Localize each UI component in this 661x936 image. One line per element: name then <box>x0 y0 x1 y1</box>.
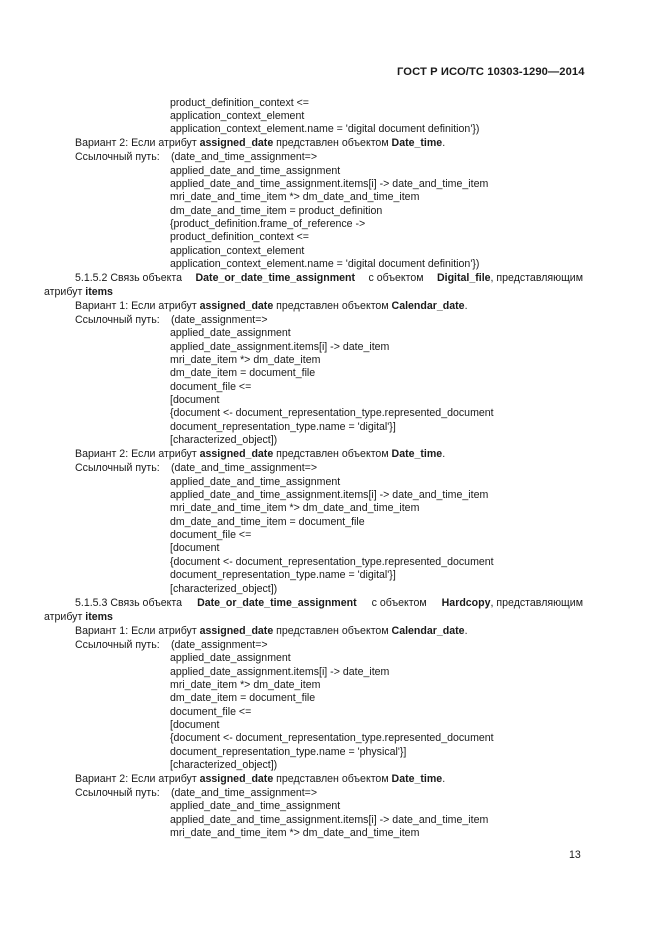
reference-path-line: Ссылочный путь: (date_and_time_assignment=> <box>75 151 318 163</box>
path-line: product_definition_context <= <box>170 231 309 243</box>
path-line: applied_date_and_time_assignment <box>170 165 341 177</box>
path-line: applied_date_assignment <box>170 652 291 664</box>
path-line: dm_date_and_time_item = document_file <box>170 516 365 528</box>
path-line: [characterized_object]) <box>170 759 278 771</box>
path-line: application_context_element <box>170 245 305 257</box>
variant-line: Вариант 2: Если атрибут assigned_date представлен объектом Date_time. <box>75 448 446 460</box>
path-line: [characterized_object]) <box>170 434 278 446</box>
path-line: applied_date_and_time_assignment.items[i] -> date_and_time_item <box>170 489 489 501</box>
path-line: dm_date_item = document_file <box>170 692 316 704</box>
reference-path-line: Ссылочный путь: (date_assignment=> <box>75 314 268 326</box>
path-line: mri_date_item *> dm_date_item <box>170 679 321 691</box>
variant-line: Вариант 1: Если атрибут assigned_date представлен объектом Calendar_date. <box>75 625 468 637</box>
page-header: ГОСТ Р ИСО/ТС 10303-1290—2014 <box>397 66 585 78</box>
reference-path-line: Ссылочный путь: (date_assignment=> <box>75 639 268 651</box>
path-line: document_file <= <box>170 529 252 541</box>
path-line: applied_date_assignment.items[i] -> date_item <box>170 666 390 678</box>
path-line: [document <box>170 542 220 554</box>
path-line: document_representation_type.name = 'physical'}] <box>170 746 407 758</box>
path-line: application_context_element.name = 'digital document definition'}) <box>170 123 480 135</box>
section-heading-5-1-5-3: 5.1.5.3 Связь объекта Date_or_date_time_assignment с объектом Hardcopy, представляющим <box>75 597 583 609</box>
variant-line: Вариант 2: Если атрибут assigned_date представлен объектом Date_time. <box>75 137 446 149</box>
path-line: product_definition_context <= <box>170 97 309 109</box>
path-line: document_file <= <box>170 381 252 393</box>
page-number: 13 <box>569 849 581 861</box>
path-line: applied_date_and_time_assignment <box>170 800 341 812</box>
path-line: document_representation_type.name = 'digital'}] <box>170 421 396 433</box>
path-line: applied_date_and_time_assignment.items[i] -> date_and_time_item <box>170 814 489 826</box>
reference-path-line: Ссылочный путь: (date_and_time_assignment=> <box>75 462 318 474</box>
path-line: {document <- document_representation_type.represented_document <box>170 407 494 419</box>
path-line: application_context_element.name = 'digital document definition'}) <box>170 258 480 270</box>
section-heading-cont: атрибут items <box>44 611 113 623</box>
path-line: {document <- document_representation_type.represented_document <box>170 556 494 568</box>
path-line: {product_definition.frame_of_reference -> <box>170 218 366 230</box>
path-line: document_file <= <box>170 706 252 718</box>
path-line: dm_date_item = document_file <box>170 367 316 379</box>
section-heading-cont: атрибут items <box>44 286 113 298</box>
path-line: applied_date_assignment <box>170 327 291 339</box>
path-line: mri_date_item *> dm_date_item <box>170 354 321 366</box>
path-line: applied_date_and_time_assignment.items[i] -> date_and_time_item <box>170 178 489 190</box>
variant-line: Вариант 2: Если атрибут assigned_date представлен объектом Date_time. <box>75 773 446 785</box>
section-heading-5-1-5-2: 5.1.5.2 Связь объекта Date_or_date_time_assignment с объектом Digital_file, представляющим <box>75 272 583 284</box>
path-line: [document <box>170 719 220 731</box>
path-line: mri_date_and_time_item *> dm_date_and_time_item <box>170 827 420 839</box>
path-line: mri_date_and_time_item *> dm_date_and_time_item <box>170 502 420 514</box>
variant-line: Вариант 1: Если атрибут assigned_date представлен объектом Calendar_date. <box>75 300 468 312</box>
path-line: [document <box>170 394 220 406</box>
path-line: application_context_element <box>170 110 305 122</box>
path-line: dm_date_and_time_item = product_definition <box>170 205 383 217</box>
path-line: mri_date_and_time_item *> dm_date_and_time_item <box>170 191 420 203</box>
path-line: {document <- document_representation_type.represented_document <box>170 732 494 744</box>
path-line: document_representation_type.name = 'digital'}] <box>170 569 396 581</box>
path-line: [characterized_object]) <box>170 583 278 595</box>
reference-path-line: Ссылочный путь: (date_and_time_assignment=> <box>75 787 318 799</box>
path-line: applied_date_assignment.items[i] -> date_item <box>170 341 390 353</box>
path-line: applied_date_and_time_assignment <box>170 476 341 488</box>
